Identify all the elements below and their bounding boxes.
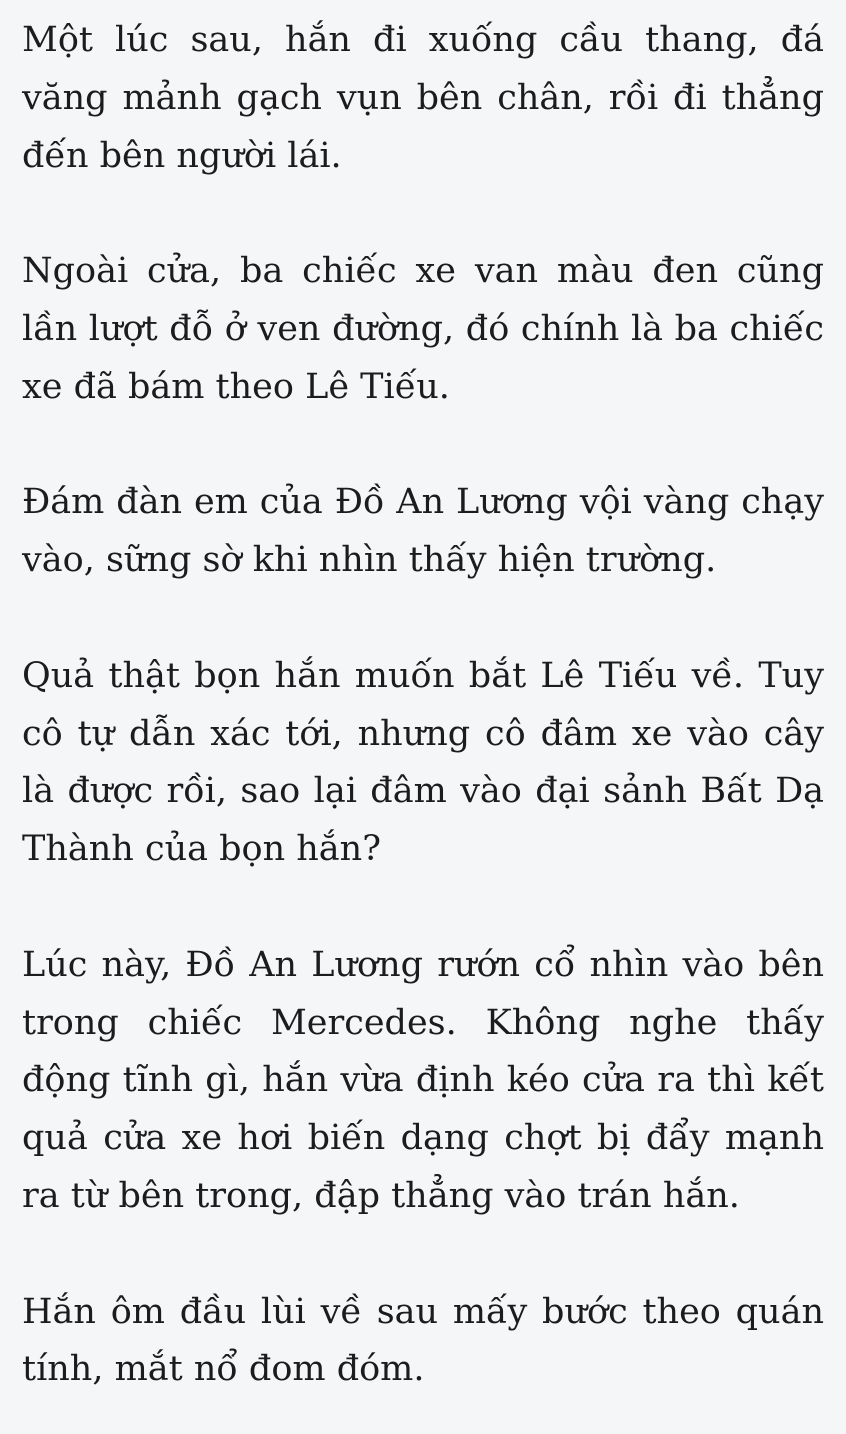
paragraph: Đám đàn em của Đồ An Lương vội vàng chạy vào, sững sờ khi nhìn thấy hiện trường. — [22, 482, 824, 581]
paragraph: Một lúc sau, hắn đi xuống cầu thang, đá văng mảnh gạch vụn bên chân, rồi đi thẳng đến bên người lái. — [22, 20, 824, 176]
paragraph: Hắn ôm đầu lùi về sau mấy bước theo quán tính, mắt nổ đom đóm. — [22, 1291, 824, 1390]
paragraph: Quả thật bọn hắn muốn bắt Lê Tiếu về. Tuy cô tự dẫn xác tới, nhưng cô đâm xe vào cây là được rồi, sao lại đâm vào đại sảnh Bất Dạ Thành của bọn hắn? — [22, 655, 824, 870]
paragraph: Ngoài cửa, ba chiếc xe van màu đen cũng lần lượt đỗ ở ven đường, đó chính là ba chiếc xe đã bám theo Lê Tiếu. — [22, 251, 824, 407]
paragraph: Lúc này, Đồ An Lương rướn cổ nhìn vào bên trong chiếc Mercedes. Không nghe thấy động tĩnh gì, hắn vừa định kéo cửa ra thì kết quả cửa xe hơi biến dạng chợt bị đẩy mạnh ra từ bên trong, đập thẳng vào trán hắn. — [22, 944, 824, 1216]
